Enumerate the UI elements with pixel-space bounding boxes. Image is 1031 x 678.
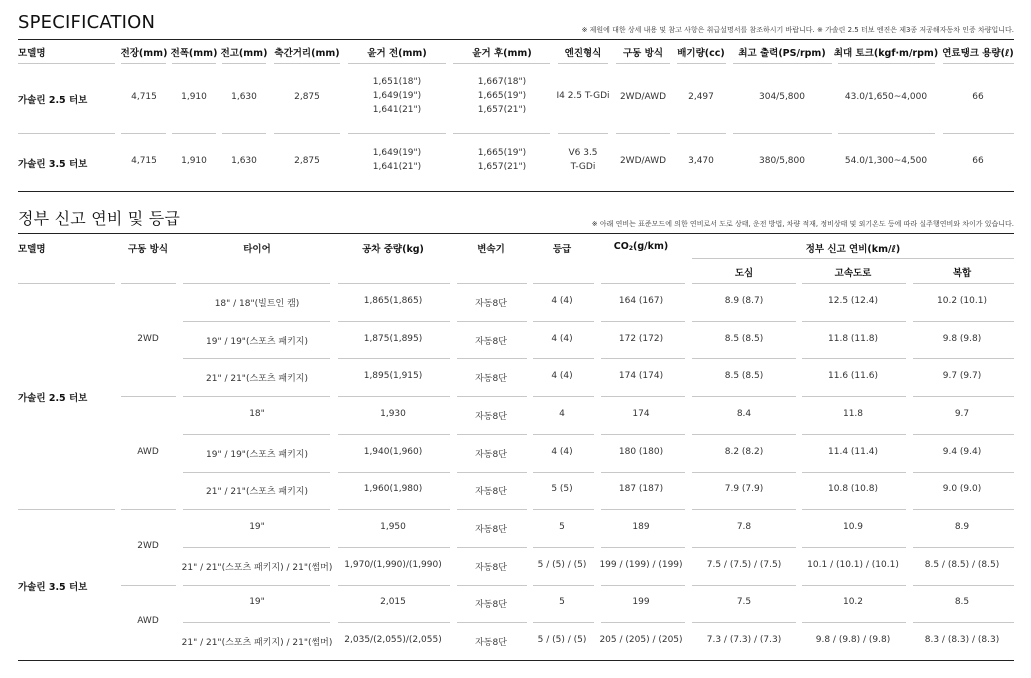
spec-row-divider (943, 133, 1014, 134)
fuel-header-drive: 구동 방식 (127, 244, 169, 255)
fuel-cell-highway: 11.4 (11.4) (828, 446, 878, 457)
fuel-row-divider (457, 547, 527, 548)
fuel-row-divider (913, 509, 1014, 510)
fuel-row-divider (802, 622, 906, 623)
fuel-row-divider (457, 396, 527, 397)
spec-header-drive: 구동 방식 (622, 48, 664, 59)
spec-cell-length: 4,715 (131, 156, 157, 166)
fuel-cell-co2: 189 (632, 522, 650, 533)
spec-cell-width: 1,910 (181, 92, 207, 102)
fuel-row-divider (913, 547, 1014, 548)
fuel-row-divider (533, 509, 594, 510)
spec-cell-track-front: 1,651(18") (372, 77, 422, 87)
fuel-cell-highway: 11.8 (11.8) (828, 333, 878, 344)
fuel-header-underline (183, 283, 330, 284)
fuel-header-underline (18, 283, 115, 284)
fuel-row-divider (338, 509, 450, 510)
fuel-header-efficiency: 정부 신고 연비(km/ℓ) (805, 244, 901, 255)
fuel-header-underline (338, 283, 450, 284)
spec-cell-height: 1,630 (231, 156, 257, 166)
fuel-cell-weight: 1,930 (380, 408, 406, 419)
fuel-row-divider (913, 321, 1014, 322)
fuel-drive-label: 2WD (137, 333, 159, 344)
fuel-header-city: 도심 (734, 268, 754, 279)
fuel-row-divider (533, 547, 594, 548)
spec-header-underline (838, 63, 935, 64)
fuel-row-divider (533, 321, 594, 322)
fuel-row-divider (601, 472, 685, 473)
fuel-row-divider (183, 472, 330, 473)
spec-cell-fuel-tank: 66 (972, 92, 984, 102)
fuel-header-underline (533, 283, 594, 284)
fuel-cell-weight: 1,875(1,895) (363, 333, 423, 344)
spec-cell-track-rear: 1,657(21") (477, 162, 527, 172)
fuel-cell-city: 8.2 (8.2) (724, 446, 764, 457)
fuel-cell-combined: 10.2 (10.1) (937, 295, 987, 306)
spec-cell-power: 380/5,800 (759, 156, 805, 166)
fuel-row-divider (802, 472, 906, 473)
spec-row-divider (348, 133, 446, 134)
spec-header-underline (274, 63, 340, 64)
fuel-row-divider (183, 434, 330, 435)
spec-cell-track-rear: 1,667(18") (477, 77, 527, 87)
fuel-cell-tire: 21" / 21"(스포츠 패키지) (206, 374, 308, 385)
fuel-bottom-rule (18, 660, 1014, 661)
fuel-row-divider (692, 396, 796, 397)
spec-cell-track-front: 1,641(21") (372, 105, 422, 115)
fuel-cell-grade: 5 / (5) / (5) (537, 635, 587, 646)
fuel-cell-combined: 9.7 (9.7) (942, 371, 982, 382)
spec-cell-engine: I4 2.5 T-GDi (556, 91, 610, 101)
spec-cell-torque: 43.0/1,650~4,000 (844, 92, 928, 102)
fuel-cell-trans: 자동8단 (475, 562, 507, 573)
spec-row-divider (838, 133, 935, 134)
fuel-model-label: 가솔린 2.5 터보 (18, 393, 88, 405)
fuel-cell-tire: 19" (249, 522, 265, 533)
fuel-cell-highway: 12.5 (12.4) (828, 295, 878, 306)
fuel-row-divider (601, 321, 685, 322)
spec-cell-displacement: 3,470 (688, 156, 714, 166)
fuel-row-divider (457, 585, 527, 586)
spec-bottom-rule (18, 191, 1014, 192)
fuel-drive-divider (121, 585, 176, 586)
spec-header-height: 전고(mm) (220, 48, 268, 59)
fuel-row-divider (692, 434, 796, 435)
fuel-header-combined: 복합 (952, 268, 972, 279)
fuel-header-co2 (614, 241, 668, 252)
fuel-cell-grade: 4 (4) (551, 446, 573, 457)
fuel-row-divider (183, 396, 330, 397)
fuel-cell-tire: 21" / 21"(스포츠 패키지) / 21"(썸머) (181, 562, 333, 573)
fuel-cell-tire: 18" / 18"(빌트인 캠) (214, 298, 300, 309)
spec-header-length: 전장(mm) (120, 48, 168, 59)
spec-cell-track-front: 1,641(21") (372, 162, 422, 172)
spec-cell-track-front: 1,649(19") (372, 148, 422, 158)
fuel-cell-city: 8.5 (8.5) (724, 333, 764, 344)
spec-header-engine: 엔진형식 (564, 48, 602, 59)
fuel-row-divider (692, 547, 796, 548)
fuel-cell-co2: 174 (632, 408, 650, 419)
fuel-cell-highway: 11.8 (842, 408, 864, 419)
fuel-cell-weight: 2,015 (380, 597, 406, 608)
fuel-cell-highway: 10.1 / (10.1) / (10.1) (807, 559, 899, 570)
fuel-row-divider (601, 396, 685, 397)
fuel-cell-tire: 21" / 21"(스포츠 패키지) (206, 487, 308, 498)
fuel-cell-city: 8.4 (736, 408, 752, 419)
fuel-cell-highway: 9.8 / (9.8) / (9.8) (815, 635, 891, 646)
fuel-cell-combined: 8.5 (954, 597, 970, 608)
fuel-row-divider (533, 472, 594, 473)
fuel-cell-tire: 19" / 19"(스포츠 패키지) (206, 336, 308, 347)
fuel-row-divider (338, 472, 450, 473)
spec-header-power: 최고 출력(PS/rpm) (738, 48, 826, 59)
fuel-row-divider (913, 585, 1014, 586)
fuel-row-divider (601, 509, 685, 510)
spec-title: SPECIFICATION (18, 12, 156, 33)
fuel-row-divider (457, 622, 527, 623)
fuel-cell-tire: 21" / 21"(스포츠 패키지) / 21"(썸머) (181, 638, 333, 649)
spec-cell-height: 1,630 (231, 92, 257, 102)
fuel-cell-grade: 5 (5) (551, 484, 573, 495)
fuel-cell-co2: 174 (174) (618, 371, 664, 382)
spec-header-underline (733, 63, 832, 64)
fuel-cell-grade: 4 (4) (551, 295, 573, 306)
fuel-row-divider (338, 585, 450, 586)
spec-header-underline (558, 63, 608, 64)
fuel-header-underline (121, 283, 176, 284)
fuel-row-divider (183, 622, 330, 623)
fuel-row-divider (457, 509, 527, 510)
spec-row-divider (18, 133, 115, 134)
fuel-note: ※ 아래 연비는 표준모드에 의한 연비로서 도로 상태, 운전 방법, 차량 적재, 정비상태 및 외기온도 등에 따라 실주행연비와 차이가 있습니다. (591, 220, 1014, 228)
fuel-row-divider (601, 547, 685, 548)
fuel-row-divider (692, 622, 796, 623)
fuel-row-divider (802, 321, 906, 322)
fuel-row-divider (913, 358, 1014, 359)
fuel-row-divider (183, 358, 330, 359)
fuel-row-divider (802, 358, 906, 359)
fuel-row-divider (913, 472, 1014, 473)
fuel-row-divider (338, 434, 450, 435)
fuel-cell-trans: 자동8단 (475, 525, 507, 536)
fuel-cell-weight: 1,950 (380, 522, 406, 533)
spec-header-torque: 최대 토크(kgf·m/rpm) (833, 48, 939, 59)
fuel-cell-combined: 8.9 (954, 522, 970, 533)
fuel-cell-highway: 10.9 (842, 522, 864, 533)
fuel-row-divider (802, 585, 906, 586)
spec-row-divider (121, 133, 166, 134)
fuel-cell-combined: 9.7 (954, 408, 970, 419)
fuel-header-transmission: 변속기 (477, 244, 505, 255)
fuel-row-divider (692, 321, 796, 322)
fuel-row-divider (183, 321, 330, 322)
spec-row-model: 가솔린 2.5 터보 (18, 95, 88, 106)
fuel-drive-label: AWD (137, 446, 159, 457)
fuel-cell-combined: 9.8 (9.8) (942, 333, 982, 344)
fuel-cell-grade: 5 / (5) / (5) (537, 559, 587, 570)
fuel-cell-combined: 8.3 / (8.3) / (8.3) (924, 635, 1000, 646)
fuel-row-divider (338, 358, 450, 359)
fuel-cell-combined: 9.4 (9.4) (942, 446, 982, 457)
spec-row-divider (222, 133, 266, 134)
fuel-header-underline (692, 283, 796, 284)
fuel-row-divider (692, 358, 796, 359)
fuel-header-grade: 등급 (552, 244, 572, 255)
fuel-row-divider (692, 585, 796, 586)
fuel-drive-label: 2WD (137, 540, 159, 551)
fuel-cell-trans: 자동8단 (475, 487, 507, 498)
spec-row-divider (558, 133, 608, 134)
fuel-cell-grade: 5 (559, 597, 565, 608)
spec-header-underline (677, 63, 726, 64)
fuel-cell-trans: 자동8단 (475, 374, 507, 385)
fuel-row-divider (533, 434, 594, 435)
fuel-row-divider (913, 622, 1014, 623)
fuel-efficiency-underline (692, 258, 1014, 259)
fuel-header-co2-sub: 2 (628, 245, 634, 252)
fuel-cell-grade: 4 (4) (551, 333, 573, 344)
fuel-cell-tire: 19" / 19"(스포츠 패키지) (206, 449, 308, 460)
spec-cell-track-rear: 1,665(19") (477, 91, 527, 101)
spec-cell-fuel-tank: 66 (972, 156, 984, 166)
fuel-cell-trans: 자동8단 (475, 336, 507, 347)
fuel-row-divider (338, 321, 450, 322)
fuel-cell-combined: 9.0 (9.0) (942, 484, 982, 495)
fuel-row-divider (533, 622, 594, 623)
spec-cell-power: 304/5,800 (759, 92, 805, 102)
fuel-cell-co2: 199 (632, 597, 650, 608)
fuel-row-divider (457, 434, 527, 435)
fuel-header-underline (601, 283, 685, 284)
spec-row-divider (453, 133, 550, 134)
spec-header-wheelbase: 축간거리(mm) (274, 48, 340, 59)
spec-row-divider (677, 133, 726, 134)
fuel-cell-weight: 1,940(1,960) (363, 446, 423, 457)
spec-cell-track-front: 1,649(19") (372, 91, 422, 101)
spec-header-underline (348, 63, 446, 64)
fuel-cell-tire: 18" (249, 408, 265, 419)
fuel-header-underline (457, 283, 527, 284)
fuel-row-divider (533, 585, 594, 586)
fuel-drive-label: AWD (137, 616, 159, 627)
fuel-row-divider (338, 547, 450, 548)
fuel-row-divider (601, 358, 685, 359)
fuel-cell-city: 8.5 (8.5) (724, 371, 764, 382)
fuel-row-divider (601, 434, 685, 435)
fuel-cell-combined: 8.5 / (8.5) / (8.5) (924, 559, 1000, 570)
fuel-cell-trans: 자동8단 (475, 449, 507, 460)
fuel-cell-grade: 4 (4) (551, 371, 573, 382)
spec-cell-track-rear: 1,657(21") (477, 105, 527, 115)
spec-header-fuel-tank: 연료탱크 용량(ℓ) (942, 48, 1014, 59)
fuel-cell-city: 8.9 (8.7) (724, 295, 764, 306)
spec-cell-engine: V6 3.5 (568, 148, 598, 158)
fuel-row-divider (802, 434, 906, 435)
fuel-model-label: 가솔린 3.5 터보 (18, 581, 88, 593)
spec-cell-displacement: 2,497 (688, 92, 714, 102)
spec-header-track-front: 윤거 전(mm) (367, 48, 427, 59)
spec-row-divider (733, 133, 832, 134)
fuel-row-divider (533, 396, 594, 397)
fuel-row-divider (338, 396, 450, 397)
fuel-row-divider (601, 622, 685, 623)
spec-cell-track-rear: 1,665(19") (477, 148, 527, 158)
fuel-row-divider (183, 547, 330, 548)
fuel-cell-city: 7.8 (736, 522, 752, 533)
fuel-cell-city: 7.5 / (7.5) / (7.5) (706, 559, 782, 570)
fuel-cell-highway: 11.6 (11.6) (828, 371, 878, 382)
spec-cell-drive: 2WD/AWD (619, 92, 667, 102)
fuel-header-highway: 고속도로 (834, 268, 872, 279)
spec-row-divider (172, 133, 216, 134)
fuel-row-divider (802, 396, 906, 397)
fuel-cell-trans: 자동8단 (475, 638, 507, 649)
spec-cell-wheelbase: 2,875 (294, 156, 320, 166)
fuel-cell-co2: 187 (187) (618, 484, 664, 495)
spec-header-underline (616, 63, 670, 64)
fuel-header-co2-prefix: CO (613, 241, 629, 252)
spec-header-width: 전폭(mm) (170, 48, 218, 59)
spec-note: ※ 제원에 대한 상세 내용 및 참고 사항은 취급설명서를 참조하시기 바랍니다. ※ 가솔린 2.5 터보 엔진은 제3종 저공해자동차 인증 차량입니다. (581, 26, 1014, 34)
fuel-cell-city: 7.5 (736, 597, 752, 608)
spec-cell-wheelbase: 2,875 (294, 92, 320, 102)
fuel-cell-trans: 자동8단 (475, 600, 507, 611)
fuel-row-divider (533, 358, 594, 359)
spec-cell-torque: 54.0/1,300~4,500 (844, 156, 928, 166)
fuel-cell-highway: 10.2 (842, 597, 864, 608)
fuel-cell-weight: 2,035/(2,055)/(2,055) (344, 635, 442, 646)
fuel-cell-weight: 1,970/(1,990)/(1,990) (344, 559, 442, 570)
fuel-cell-trans: 자동8단 (475, 298, 507, 309)
spec-cell-length: 4,715 (131, 92, 157, 102)
spec-cell-drive: 2WD/AWD (619, 156, 667, 166)
fuel-header-underline (913, 283, 1014, 284)
fuel-cell-weight: 1,960(1,980) (363, 484, 423, 495)
spec-header-underline (121, 63, 166, 64)
fuel-cell-grade: 4 (559, 408, 565, 419)
fuel-row-divider (692, 472, 796, 473)
spec-cell-width: 1,910 (181, 156, 207, 166)
spec-header-track-rear: 윤거 후(mm) (472, 48, 532, 59)
fuel-row-divider (338, 622, 450, 623)
spec-header-displacement: 배기량(cc) (677, 48, 725, 59)
fuel-row-divider (457, 358, 527, 359)
fuel-row-divider (802, 547, 906, 548)
spec-header-model: 모델명 (18, 48, 46, 59)
fuel-cell-co2: 199 / (199) / (199) (599, 559, 683, 570)
fuel-cell-co2: 172 (172) (618, 333, 664, 344)
fuel-header-weight: 공차 중량(kg) (362, 244, 424, 255)
spec-header-underline (222, 63, 266, 64)
spec-row-divider (274, 133, 340, 134)
fuel-row-divider (802, 509, 906, 510)
fuel-header-model: 모델명 (18, 244, 46, 255)
spec-header-underline (943, 63, 1014, 64)
fuel-cell-trans: 자동8단 (475, 411, 507, 422)
spec-header-underline (172, 63, 216, 64)
fuel-cell-weight: 1,865(1,865) (363, 295, 423, 306)
spec-row-divider (616, 133, 670, 134)
fuel-row-divider (601, 585, 685, 586)
fuel-cell-co2: 164 (167) (618, 295, 664, 306)
fuel-row-divider (692, 509, 796, 510)
spec-cell-engine: T-GDi (570, 162, 596, 172)
fuel-cell-co2: 180 (180) (618, 446, 664, 457)
fuel-header-co2-suffix: (g/km) (633, 241, 669, 252)
fuel-model-divider (18, 509, 115, 510)
fuel-cell-grade: 5 (559, 522, 565, 533)
fuel-top-rule (18, 233, 1014, 234)
spec-header-underline (18, 63, 115, 64)
fuel-cell-city: 7.3 / (7.3) / (7.3) (706, 635, 782, 646)
fuel-row-divider (457, 472, 527, 473)
fuel-drive-divider (121, 396, 176, 397)
fuel-row-divider (457, 321, 527, 322)
fuel-header-underline (802, 283, 906, 284)
fuel-cell-co2: 205 / (205) / (205) (599, 635, 683, 646)
fuel-drive-divider (121, 509, 176, 510)
fuel-title: 정부 신고 연비 및 등급 (18, 209, 181, 228)
spec-row-model: 가솔린 3.5 터보 (18, 159, 88, 170)
spec-header-underline (453, 63, 550, 64)
fuel-row-divider (913, 434, 1014, 435)
fuel-row-divider (183, 585, 330, 586)
fuel-row-divider (913, 396, 1014, 397)
spec-top-rule (18, 39, 1014, 40)
fuel-cell-weight: 1,895(1,915) (363, 371, 423, 382)
fuel-cell-highway: 10.8 (10.8) (828, 484, 878, 495)
fuel-header-tire: 타이어 (243, 244, 271, 255)
fuel-cell-tire: 19" (249, 597, 265, 608)
fuel-cell-city: 7.9 (7.9) (724, 484, 764, 495)
fuel-row-divider (183, 509, 330, 510)
